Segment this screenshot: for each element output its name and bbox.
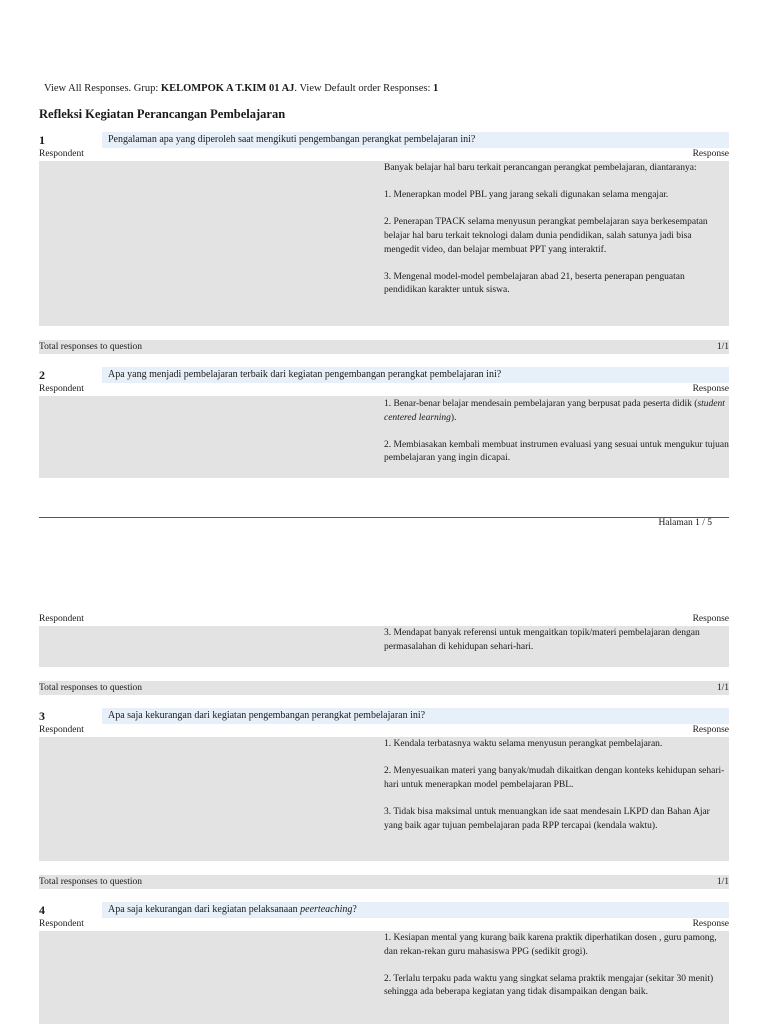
response-label: Response xyxy=(692,384,729,394)
respondent-label: Respondent xyxy=(39,919,84,929)
total-responses-row xyxy=(39,681,729,695)
question-italic: peerteaching xyxy=(300,904,353,915)
total-responses-row xyxy=(39,340,729,354)
question-text: Pengalaman apa yang diperoleh saat mengikuti pengembangan perangkat pembelajaran ini? xyxy=(108,134,476,145)
response-paragraph xyxy=(384,398,729,425)
header-middle: . View Default order Responses: xyxy=(294,83,433,94)
response-paragraph: 2. Terlalu terpaku pada waktu yang singkat selama praktik mengajar (sekitar 30 menit) sehingga ada beberapa kegiatan yang tidak disampaikan dengan baik. xyxy=(384,973,714,998)
response-span: 1. Benar-benar belajar mendesain pembelajaran yang berpusat pada peserta didik ( xyxy=(384,399,698,409)
response-italic: student centered learning xyxy=(384,399,725,423)
response-paragraph: 1. Kendala terbatasnya waktu selama menyusun perangkat pembelajaran. xyxy=(384,739,663,749)
total-value: 1/1 xyxy=(716,877,729,887)
page-number: Halaman 1 / 5 xyxy=(658,518,712,528)
total-responses-row xyxy=(39,875,729,889)
respondent-label: Respondent xyxy=(39,384,84,394)
respondent-label: Respondent xyxy=(39,614,84,624)
question-number: 3 xyxy=(39,709,45,723)
question-number: 2 xyxy=(39,368,45,382)
total-label: Total responses to question xyxy=(39,342,143,352)
respondent-label: Respondent xyxy=(39,149,84,159)
response-text xyxy=(384,932,729,1000)
response-paragraph: Banyak belajar hal baru terkait perancangan perangkat pembelajaran, diantaranya: xyxy=(384,163,697,173)
question-text: Apa saja kekurangan dari kegiatan pengembangan perangkat pembelajaran ini? xyxy=(108,710,426,721)
total-label: Total responses to question xyxy=(39,877,143,887)
response-label: Response xyxy=(692,149,729,159)
response-text xyxy=(384,738,729,833)
response-label: Response xyxy=(692,725,729,735)
respondent-label: Respondent xyxy=(39,725,84,735)
header-prefix: View All Responses. Grup: xyxy=(44,83,161,94)
order-value: 1 xyxy=(432,83,439,94)
response-label: Response xyxy=(692,614,729,624)
response-paragraph: 1. Menerapkan model PBL yang jarang sekali digunakan selama mengajar. xyxy=(384,190,669,201)
response-span: ). xyxy=(450,412,457,423)
response-text xyxy=(384,162,729,298)
response-paragraph: 3. Mengenal model-model pembelajaran abad 21, beserta penerapan penguatan pendidikan karakter untuk siswa. xyxy=(384,271,685,296)
total-label: Total responses to question xyxy=(39,683,143,693)
response-label: Response xyxy=(692,919,729,929)
question-text: Apa yang menjadi pembelajaran terbaik dari kegiatan pengembangan perangkat pembelajaran ini? xyxy=(108,369,502,380)
response-text xyxy=(384,398,729,466)
page-divider xyxy=(39,517,729,518)
question-number: 1 xyxy=(39,133,45,147)
question-span: Apa saja kekurangan dari kegiatan pelaksanaan xyxy=(108,904,301,915)
response-paragraph: 1. Kesiapan mental yang kurang baik karena praktik diperhatikan dosen , guru pamong, dan rekan-rekan guru mahasiswa PPG (sedikit grogi). xyxy=(384,933,717,957)
response-paragraph: 2. Menyesuaikan materi yang banyak/mudah dikaitkan dengan konteks kehidupan sehari-hari untuk menerapkan model pembelajaran PBL. xyxy=(384,766,725,790)
response-text xyxy=(384,627,729,654)
report-header xyxy=(44,83,438,94)
question-text xyxy=(108,902,357,918)
total-value: 1/1 xyxy=(716,683,729,693)
group-name: KELOMPOK A T.KIM 01 AJ xyxy=(160,83,295,94)
page-title: Refleksi Kegiatan Perancangan Pembelajaran xyxy=(39,107,286,121)
question-number: 4 xyxy=(39,903,45,917)
response-paragraph: 2. Membiasakan kembali membuat instrumen evaluasi yang sesuai untuk mengukur tujuan pembelajaran yang ingin dicapai. xyxy=(384,439,729,464)
question-span: ? xyxy=(352,904,357,915)
response-paragraph: 2. Penerapan TPACK selama menyusun perangkat pembelajaran saya berkesempatan belajar hal baru terkait teknologi dalam dunia pendidikan, salah satunya jadi bisa mengedit video, dan belajar membuat PPT yang interaktif. xyxy=(384,217,708,255)
response-paragraph: 3. Mendapat banyak referensi untuk mengaitkan topik/materi pembelajaran dengan permasalahan di kehidupan sehari-hari. xyxy=(384,628,700,652)
response-paragraph: 3. Tidak bisa maksimal untuk menuangkan ide saat mendesain LKPD dan Bahan Ajar yang baik agar tujuan pembelajaran pada RPP tercapai (kendala waktu). xyxy=(384,806,710,831)
total-value: 1/1 xyxy=(716,342,729,352)
